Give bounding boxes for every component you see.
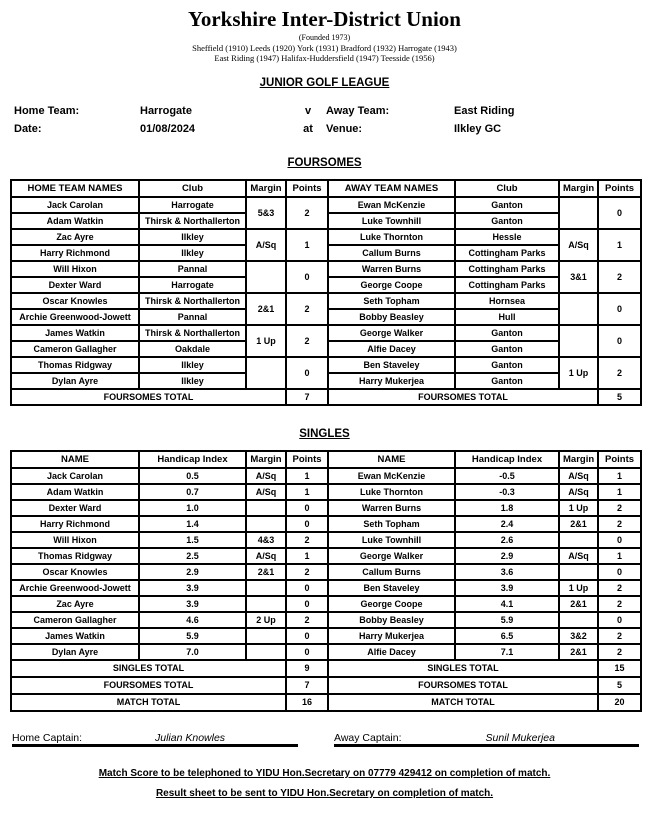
margin-cell: 2&1 (246, 293, 286, 325)
handicap-cell: 3.9 (139, 596, 246, 612)
col-header-home-club: Club (139, 180, 246, 197)
captains-section (0, 725, 649, 747)
points-cell: 2 (286, 612, 328, 628)
player-club-cell: Harrogate (139, 197, 246, 213)
foursomes-table (10, 179, 642, 406)
handicap-cell: 0.7 (139, 484, 246, 500)
handicap-cell: 3.9 (139, 580, 246, 596)
margin-cell: 1 Up (559, 580, 598, 596)
venue-label: Venue: (326, 123, 363, 135)
home-foursomes-total-label: FOURSOMES TOTAL (11, 677, 286, 694)
points-cell: 1 (286, 548, 328, 564)
singles-row (11, 532, 641, 548)
player-name-cell: Ewan McKenzie (328, 197, 455, 213)
points-cell: 2 (286, 197, 328, 229)
singles-row (11, 468, 641, 484)
col-header-home-team-names: HOME TEAM NAMES (11, 180, 139, 197)
handicap-cell: 5.9 (139, 628, 246, 644)
player-name-cell: Bobby Beasley (328, 612, 455, 628)
away-captain-name: Sunil Mukerjea (485, 732, 555, 744)
margin-cell: A/Sq (559, 229, 598, 261)
points-cell: 2 (286, 532, 328, 548)
player-club-cell: Ganton (455, 373, 559, 389)
margin-cell (246, 644, 286, 660)
player-name-cell: George Coope (328, 596, 455, 612)
player-name-cell: Callum Burns (328, 245, 455, 261)
points-cell: 1 (598, 468, 641, 484)
away-team-value: East Riding (454, 105, 515, 117)
handicap-cell: -0.5 (455, 468, 559, 484)
player-name-cell: Archie Greenwood-Jowett (11, 309, 139, 325)
away-foursomes-total-value: 5 (598, 677, 641, 694)
player-name-cell: Adam Watkin (11, 484, 139, 500)
handicap-cell: 1.8 (455, 500, 559, 516)
player-name-cell: Jack Carolan (11, 468, 139, 484)
player-name-cell: Oscar Knowles (11, 293, 139, 309)
venue-value: Ilkley GC (454, 123, 502, 135)
player-name-cell: Harry Mukerjea (328, 373, 455, 389)
player-club-cell: Ganton (455, 213, 559, 229)
points-cell: 1 (286, 484, 328, 500)
points-cell: 0 (598, 197, 641, 229)
home-singles-total-value: 9 (286, 660, 328, 677)
points-cell: 0 (286, 644, 328, 660)
home-match-total-value: 16 (286, 694, 328, 711)
foursomes-pair-row (11, 325, 641, 341)
singles-row (11, 596, 641, 612)
player-name-cell: George Coope (328, 277, 455, 293)
points-cell: 0 (286, 357, 328, 389)
margin-cell: A/Sq (246, 548, 286, 564)
singles-total-row (11, 660, 641, 677)
player-name-cell: James Watkin (11, 628, 139, 644)
player-club-cell: Cottingham Parks (455, 277, 559, 293)
margin-cell: 2&1 (559, 596, 598, 612)
margin-cell: A/Sq (246, 484, 286, 500)
points-cell: 2 (598, 500, 641, 516)
away-match-total-label: MATCH TOTAL (328, 694, 598, 711)
player-name-cell: Luke Townhill (328, 532, 455, 548)
away-match-total-value: 20 (598, 694, 641, 711)
singles-row (11, 580, 641, 596)
points-cell: 0 (286, 261, 328, 293)
singles-row (11, 548, 641, 564)
player-name-cell: Luke Thornton (328, 229, 455, 245)
page-title: Yorkshire Inter-District Union (188, 7, 461, 31)
player-name-cell: George Walker (328, 548, 455, 564)
player-club-cell: Cottingham Parks (455, 261, 559, 277)
handicap-cell: 6.5 (455, 628, 559, 644)
points-cell: 2 (598, 261, 641, 293)
home-foursomes-total-value: 7 (286, 677, 328, 694)
col-header-home-name: NAME (11, 451, 139, 468)
col-header-away-points: Points (598, 451, 641, 468)
points-cell: 0 (598, 612, 641, 628)
player-name-cell: Thomas Ridgway (11, 357, 139, 373)
foursomes-body (11, 197, 641, 389)
footer-section (0, 767, 649, 800)
col-header-away-name: NAME (328, 451, 455, 468)
handicap-cell: 3.6 (455, 564, 559, 580)
handicap-cell: 3.9 (455, 580, 559, 596)
player-name-cell: Cameron Gallagher (11, 341, 139, 357)
handicap-cell: 7.1 (455, 644, 559, 660)
player-club-cell: Ilkley (139, 357, 246, 373)
player-club-cell: Ilkley (139, 245, 246, 261)
margin-cell (559, 532, 598, 548)
player-club-cell: Ilkley (139, 373, 246, 389)
margin-cell: A/Sq (246, 229, 286, 261)
points-cell: 2 (598, 580, 641, 596)
col-header-home-points: Points (286, 180, 328, 197)
player-name-cell: Ewan McKenzie (328, 468, 455, 484)
player-name-cell: Thomas Ridgway (11, 548, 139, 564)
handicap-cell: 2.9 (139, 564, 246, 580)
foursomes-header-row (11, 180, 641, 197)
player-name-cell: Luke Townhill (328, 213, 455, 229)
margin-cell: A/Sq (559, 468, 598, 484)
margin-cell: 1 Up (559, 357, 598, 389)
foursomes-pair-row (11, 293, 641, 309)
col-header-away-margin: Margin (559, 451, 598, 468)
founded-line: (Founded 1973) (298, 33, 351, 42)
handicap-cell: 1.4 (139, 516, 246, 532)
points-cell: 0 (598, 325, 641, 357)
handicap-cell: 5.9 (455, 612, 559, 628)
foursomes-pair-row (11, 357, 641, 373)
margin-cell: 1 Up (246, 325, 286, 357)
date-value: 01/08/2024 (140, 123, 196, 135)
player-name-cell: Dexter Ward (11, 500, 139, 516)
singles-body (11, 468, 641, 660)
handicap-cell: 2.5 (139, 548, 246, 564)
singles-row (11, 484, 641, 500)
handicap-cell: 1.5 (139, 532, 246, 548)
player-name-cell: Zac Ayre (11, 229, 139, 245)
player-name-cell: Harry Richmond (11, 245, 139, 261)
at-label: at (303, 123, 313, 135)
margin-cell: A/Sq (559, 548, 598, 564)
points-cell: 1 (598, 484, 641, 500)
points-cell: 0 (286, 628, 328, 644)
col-header-away-margin: Margin (559, 180, 598, 197)
handicap-cell: -0.3 (455, 484, 559, 500)
points-cell: 0 (286, 596, 328, 612)
player-club-cell: Ganton (455, 325, 559, 341)
player-club-cell: Ganton (455, 197, 559, 213)
player-club-cell: Thirsk & Northallerton (139, 325, 246, 341)
singles-row (11, 516, 641, 532)
margin-cell (246, 628, 286, 644)
points-cell: 2 (598, 357, 641, 389)
player-name-cell: Cameron Gallagher (11, 612, 139, 628)
away-singles-total-label: SINGLES TOTAL (328, 660, 598, 677)
foursomes-heading: FOURSOMES (287, 157, 362, 169)
player-club-cell: Thirsk & Northallerton (139, 213, 246, 229)
margin-cell (246, 500, 286, 516)
player-name-cell: Oscar Knowles (11, 564, 139, 580)
margin-cell (246, 516, 286, 532)
match-total-row (11, 694, 641, 711)
home-team-label: Home Team: (14, 105, 80, 117)
foursomes-home-total-value: 7 (286, 389, 328, 405)
col-header-away-points: Points (598, 180, 641, 197)
player-club-cell: Pannal (139, 309, 246, 325)
player-name-cell: Will Hixon (11, 532, 139, 548)
singles-table (10, 450, 642, 712)
singles-header-row (11, 451, 641, 468)
margin-cell (246, 261, 286, 293)
foursomes-home-total-label: FOURSOMES TOTAL (11, 389, 286, 405)
margin-cell: 4&3 (246, 532, 286, 548)
col-header-home-handicap: Handicap Index (139, 451, 246, 468)
handicap-cell: 4.1 (455, 596, 559, 612)
player-club-cell: Hornsea (455, 293, 559, 309)
margin-cell: 2&1 (246, 564, 286, 580)
handicap-cell: 2.4 (455, 516, 559, 532)
points-cell: 0 (286, 580, 328, 596)
player-name-cell: Adam Watkin (11, 213, 139, 229)
districts-line-2: East Riding (1947) Halifax-Huddersfield (1947) Teesside (1956) (214, 53, 435, 63)
player-name-cell: Zac Ayre (11, 596, 139, 612)
player-name-cell: Ben Staveley (328, 580, 455, 596)
margin-cell (246, 357, 286, 389)
points-cell: 1 (286, 468, 328, 484)
singles-row (11, 644, 641, 660)
margin-cell: 2&1 (559, 644, 598, 660)
points-cell: 0 (598, 293, 641, 325)
player-club-cell: Pannal (139, 261, 246, 277)
player-club-cell: Oakdale (139, 341, 246, 357)
points-cell: 0 (286, 516, 328, 532)
versus-label: v (304, 105, 312, 117)
margin-cell: 3&1 (559, 261, 598, 293)
player-club-cell: Hessle (455, 229, 559, 245)
handicap-cell: 1.0 (139, 500, 246, 516)
player-club-cell: Ilkley (139, 229, 246, 245)
points-cell: 2 (598, 596, 641, 612)
home-captain-block (12, 725, 298, 747)
player-club-cell: Cottingham Parks (455, 245, 559, 261)
margin-cell: A/Sq (246, 468, 286, 484)
player-name-cell: James Watkin (11, 325, 139, 341)
points-cell: 1 (598, 229, 641, 261)
handicap-cell: 0.5 (139, 468, 246, 484)
foursomes-total-row (11, 389, 641, 405)
margin-cell: 3&2 (559, 628, 598, 644)
col-header-home-margin: Margin (246, 451, 286, 468)
margin-cell (559, 564, 598, 580)
player-name-cell: Ben Staveley (328, 357, 455, 373)
player-name-cell: Dexter Ward (11, 277, 139, 293)
match-info-row-teams (0, 103, 649, 121)
points-cell: 1 (598, 548, 641, 564)
away-foursomes-total-label: FOURSOMES TOTAL (328, 677, 598, 694)
foursomes-pair-row (11, 197, 641, 213)
margin-cell (559, 612, 598, 628)
match-info-section (0, 103, 649, 139)
foursomes-pair-row (11, 261, 641, 277)
col-header-away-club: Club (455, 180, 559, 197)
singles-row (11, 500, 641, 516)
singles-row (11, 612, 641, 628)
margin-cell (559, 293, 598, 325)
handicap-cell: 7.0 (139, 644, 246, 660)
handicap-cell: 4.6 (139, 612, 246, 628)
player-name-cell: Alfie Dacey (328, 644, 455, 660)
margin-cell (559, 197, 598, 229)
margin-cell (246, 596, 286, 612)
points-cell: 1 (286, 229, 328, 261)
player-club-cell: Ganton (455, 357, 559, 373)
foursomes-grand-total-row (11, 677, 641, 694)
foursomes-away-total-value: 5 (598, 389, 641, 405)
points-cell: 2 (286, 564, 328, 580)
league-heading: JUNIOR GOLF LEAGUE (259, 77, 390, 89)
player-name-cell: Harry Richmond (11, 516, 139, 532)
home-match-total-label: MATCH TOTAL (11, 694, 286, 711)
match-info-row-venue (0, 121, 649, 139)
player-name-cell: Dylan Ayre (11, 644, 139, 660)
player-name-cell: Alfie Dacey (328, 341, 455, 357)
date-label: Date: (14, 123, 42, 135)
home-captain-name: Julian Knowles (155, 732, 226, 744)
player-name-cell: Callum Burns (328, 564, 455, 580)
margin-cell: 2&1 (559, 516, 598, 532)
points-cell: 2 (598, 644, 641, 660)
points-cell: 2 (598, 628, 641, 644)
col-header-away-handicap: Handicap Index (455, 451, 559, 468)
home-team-value: Harrogate (140, 105, 192, 117)
col-header-away-team-names: AWAY TEAM NAMES (328, 180, 455, 197)
handicap-cell: 2.9 (455, 548, 559, 564)
away-captain-block (334, 725, 639, 747)
points-cell: 0 (598, 564, 641, 580)
points-cell: 2 (598, 516, 641, 532)
player-name-cell: Will Hixon (11, 261, 139, 277)
player-name-cell: Dylan Ayre (11, 373, 139, 389)
points-cell: 0 (286, 500, 328, 516)
foursomes-pair-row (11, 229, 641, 245)
districts-line-1: Sheffield (1910) Leeds (1920) York (1931) Bradford (1932) Harrogate (1943) (192, 43, 457, 53)
player-name-cell: Harry Mukerjea (328, 628, 455, 644)
player-club-cell: Ganton (455, 341, 559, 357)
margin-cell (246, 580, 286, 596)
player-name-cell: Archie Greenwood-Jowett (11, 580, 139, 596)
player-name-cell: Bobby Beasley (328, 309, 455, 325)
player-club-cell: Hull (455, 309, 559, 325)
margin-cell: 5&3 (246, 197, 286, 229)
singles-heading: SINGLES (299, 428, 350, 440)
foursomes-away-total-label: FOURSOMES TOTAL (328, 389, 598, 405)
margin-cell: 1 Up (559, 500, 598, 516)
col-header-home-margin: Margin (246, 180, 286, 197)
col-header-home-points: Points (286, 451, 328, 468)
handicap-cell: 2.6 (455, 532, 559, 548)
player-name-cell: Luke Thornton (328, 484, 455, 500)
player-name-cell: Warren Burns (328, 261, 455, 277)
away-captain-label: Away Captain: (334, 732, 402, 744)
home-singles-total-label: SINGLES TOTAL (11, 660, 286, 677)
points-cell: 2 (286, 325, 328, 357)
away-singles-total-value: 15 (598, 660, 641, 677)
player-name-cell: George Walker (328, 325, 455, 341)
margin-cell: A/Sq (559, 484, 598, 500)
player-name-cell: Warren Burns (328, 500, 455, 516)
player-name-cell: Jack Carolan (11, 197, 139, 213)
player-club-cell: Harrogate (139, 277, 246, 293)
home-captain-label: Home Captain: (12, 732, 83, 744)
points-cell: 2 (286, 293, 328, 325)
player-name-cell: Seth Topham (328, 293, 455, 309)
singles-row (11, 564, 641, 580)
points-cell: 0 (598, 532, 641, 548)
footer-line-2: Result sheet to be sent to YIDU Hon.Secretary on completion of match. (155, 788, 494, 799)
player-name-cell: Seth Topham (328, 516, 455, 532)
singles-row (11, 628, 641, 644)
footer-line-1: Match Score to be telephoned to YIDU Hon.Secretary on 07779 429412 on completion of match. (98, 768, 551, 779)
away-team-label: Away Team: (326, 105, 390, 117)
margin-cell: 2 Up (246, 612, 286, 628)
margin-cell (559, 325, 598, 357)
player-club-cell: Thirsk & Northallerton (139, 293, 246, 309)
